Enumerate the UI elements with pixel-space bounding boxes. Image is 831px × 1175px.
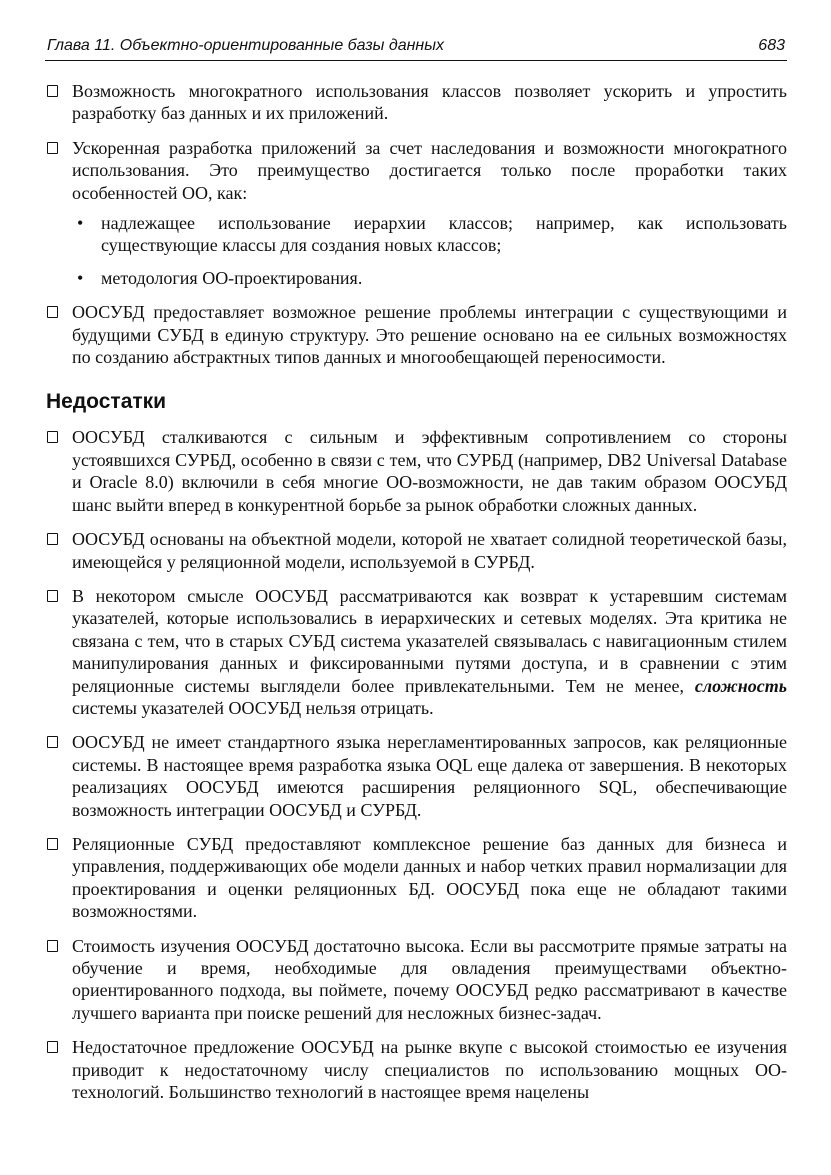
item-text: Возможность многократного использования классов позволяет ускорить и упростить разработку баз данных и их приложений. [72,81,787,124]
running-header [45,34,787,61]
section-heading: Недостатки [46,390,167,414]
item-text: ООСУБД предоставляет возможное решение проблемы интеграции с существующими и будущими СУБД в единую структуру. Это решение основано на ее сильных возможностях по созданию абстрактных типов данных и многообещающей переносимости. [72,302,787,368]
page-number: 683 [758,37,785,54]
item-text-before: В некотором смысле ООСУБД рассматриваются как возврат к устаревшим системам указателей, которые использовались в иерархических и сетевых моделях. Эта критика не связана с тем, что в старых СУБД система указателей связывалась с навигационным стилем манипулирования данных и фиксированными путями доступа, и в сравнении с этим реляционные системы выглядели более привлекательными. Тем не менее, [72,585,787,696]
advantage-item [46,80,787,125]
sub-item [46,212,787,257]
sub-item-text: методология ОО-проектирования. [101,267,363,288]
emphasized-term: сложность [694,675,787,696]
checkbox-bullet-icon [47,838,58,850]
disadvantage-item [46,1036,787,1103]
item-text: Стоимость изучения ООСУБД достаточно высока. Если вы рассмотрите прямые затраты на обучение и время, необходимые для овладения преимуществами объектно-ориентированного подхода, вы поймете, почему ООСУБД редко рассматривают в качестве лучшего варианта при поиске решений для несложных бизнес-задач. [72,935,787,1023]
item-text: ООСУБД сталкиваются с сильным и эффективным сопротивлением со стороны устоявшихся СУРБД, особенно в связи с тем, что СУРБД (например, DB2 Universal Database и Oracle 8.0) включили в себя многие ОО-возможности, не дав таким образом ООСУБД шанс выйти вперед в конкурентной борьбе за рынок обработки сложных данных. [72,427,787,515]
checkbox-bullet-icon [47,1041,58,1053]
disadvantage-item [46,935,787,1025]
item-text: Ускоренная разработка приложений за счет наследования и возможности многократного использования. Это преимущество достигается только после проработки таких особенностей ОО, как: [72,137,787,203]
checkbox-bullet-icon [47,142,58,154]
sub-item [46,267,787,289]
item-text: ООСУБД основаны на объектной модели, которой не хватает солидной теоретической базы, имеющейся у реляционной модели, используемой в СУРБД. [72,529,787,572]
advantage-item [46,301,787,368]
chapter-title: Глава 11. Объектно-ориентированные базы данных [47,37,444,54]
item-text: ООСУБД не имеет стандартного языка нерегламентированных запросов, как реляционные системы. В настоящее время разработка языка OQL еще далека от завершения. В некоторых реализациях ООСУБД имеются расширения реляционного SQL, обеспечивающие возможность интеграции ООСУБД и СУРБД. [72,732,787,820]
sub-item-text: надлежащее использование иерархии классов; например, как использовать существующие классы для создания новых классов; [101,213,787,256]
bullet-dot-icon: • [77,267,84,288]
checkbox-bullet-icon [47,306,58,318]
checkbox-bullet-icon [47,736,58,748]
disadvantage-item [46,426,787,516]
disadvantage-item [46,833,787,923]
disadvantage-item [46,585,787,719]
checkbox-bullet-icon [47,431,58,443]
page-body [46,80,787,1115]
item-text: Реляционные СУБД предоставляют комплексное решение баз данных для бизнеса и управления, поддерживающих обе модели данных и набор четких правил нормализации для проектирования и оценки реляционных БД. ООСУБД пока еще не обладают такими возможностями. [72,833,787,922]
item-text: Недостаточное предложение ООСУБД на рынке вкупе с высокой стоимостью ее изучения приводит к недостаточному числу специалистов по использованию мощных ОО-технологий. Большинство технологий в настоящее время нацелены [72,1037,787,1103]
bullet-dot-icon: • [77,213,84,234]
item-text-after: системы указателей ООСУБД нельзя отрицать. [72,697,434,718]
disadvantage-item [46,528,787,573]
checkbox-bullet-icon [47,85,58,97]
checkbox-bullet-icon [47,533,58,545]
checkbox-bullet-icon [47,590,58,602]
disadvantage-item [46,731,787,821]
checkbox-bullet-icon [47,940,58,952]
advantage-item [46,137,787,204]
